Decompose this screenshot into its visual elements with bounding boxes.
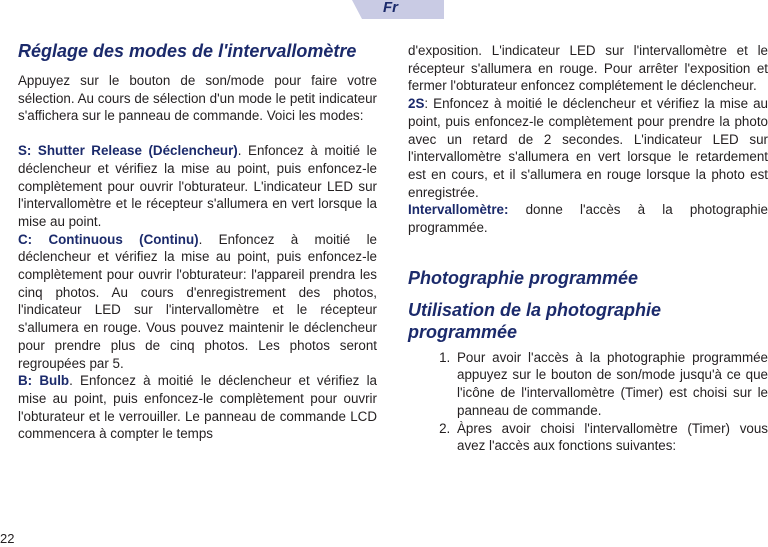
mode-b-text: . Enfoncez à moitié le déclencheur et vérifiez la mise au point, puis enfoncez-le complètement pour ouvrir l'obturateur et le verrouiller. Le panneau de commande LCD commencera à compter le temps — [18, 373, 377, 442]
mode-interval-text: donne l'accès à la photographie programmée. — [408, 202, 768, 236]
mode-interval-label: Intervallomètre: — [408, 202, 509, 218]
mode-s-text: . Enfoncez à moitié le déclencheur et vérifiez la mise au point, puis enfoncez-le complètement pour ouvrir l'obturateur. L'indicateur LED sur l'intervallomètre et le récepteur s'allumera en vert lorsque la mise au point. — [18, 143, 378, 229]
mode-b-paragraph — [18, 372, 377, 443]
left-column — [18, 40, 377, 443]
mode-2s-text: : Enfoncez à moitié le déclencheur et vérifiez la mise au point, puis enfoncez-le complètement pour prendre la photo avec un retard de 2 secondes. L'indicateur LED sur l'intervallomètre s'allumera en vert lorsque le retardement est en cours, et il s'allumera en rouge lorsque la photo est enregistrée. — [408, 96, 768, 200]
mode-c-paragraph — [18, 231, 377, 373]
list-item: 2. Àpres avoir choisi l'intervallomètre (Timer) vous avez l'accès aux fonctions suivantes: — [454, 420, 768, 455]
mode-b-label: B: Bulb — [18, 373, 70, 389]
language-tab-shape — [352, 0, 444, 19]
mode-s-label: S: Shutter Release (Déclencheur) — [18, 143, 238, 159]
section-heading-interval-modes: Réglage des modes de l'intervallomètre — [18, 41, 357, 61]
right-column — [408, 42, 768, 455]
section-gap — [408, 237, 768, 267]
list-item: 1. Pour avoir l'accès à la photographie programmée appuyez sur le bouton de son/mode jusqu'à ce que l'icône de l'intervallomètre (Timer) est choisi sur le panneau de commande. — [454, 349, 768, 420]
mode-2s-paragraph — [408, 95, 768, 201]
section-heading-programmed-photo: Photographie programmée — [408, 267, 639, 288]
mode-c-label: C: Continuous (Continu) — [18, 231, 199, 247]
mode-2s-label: 2S — [408, 96, 425, 112]
mode-c-text: . Enfoncez à moitié le déclencheur et vérifiez la mise au point, puis enfoncez-le complètement pour ouvrir l'obturateur: l'appareil prendra les cinq photos. Au cours d'enregistrement des photos, l'indicateur LED sur l'intervallomètre et le récepteur s'allumera en rouge. Vous pouvez maintenir le déclencheur pour prendre plus de cinq photos. Les photos seront regroupées par 5. — [18, 231, 377, 371]
steps-list — [408, 349, 768, 455]
language-tab — [352, 0, 444, 19]
paragraph-gap — [18, 125, 377, 142]
heading-gap — [408, 289, 768, 299]
section-heading-usage: Utilisation de la photographie programmée — [408, 299, 662, 342]
language-tab-label: Fr — [383, 0, 398, 16]
intro-paragraph: Appuyez sur le bouton de son/mode pour faire votre sélection. Au cours de sélection d'un mode le petit indicateur s'affichera sur le panneau de commande. Voici les modes: — [18, 73, 377, 124]
continuation-paragraph: d'exposition. L'indicateur LED sur l'intervallomètre et le récepteur s'allumera en rouge. Pour arrêter l'exposition et fermer l'obturateur enfoncez complétement le déclencheur. — [408, 43, 768, 94]
mode-s-paragraph — [18, 142, 377, 231]
mode-interval-paragraph — [408, 201, 768, 236]
page-number: 22 — [0, 531, 15, 546]
